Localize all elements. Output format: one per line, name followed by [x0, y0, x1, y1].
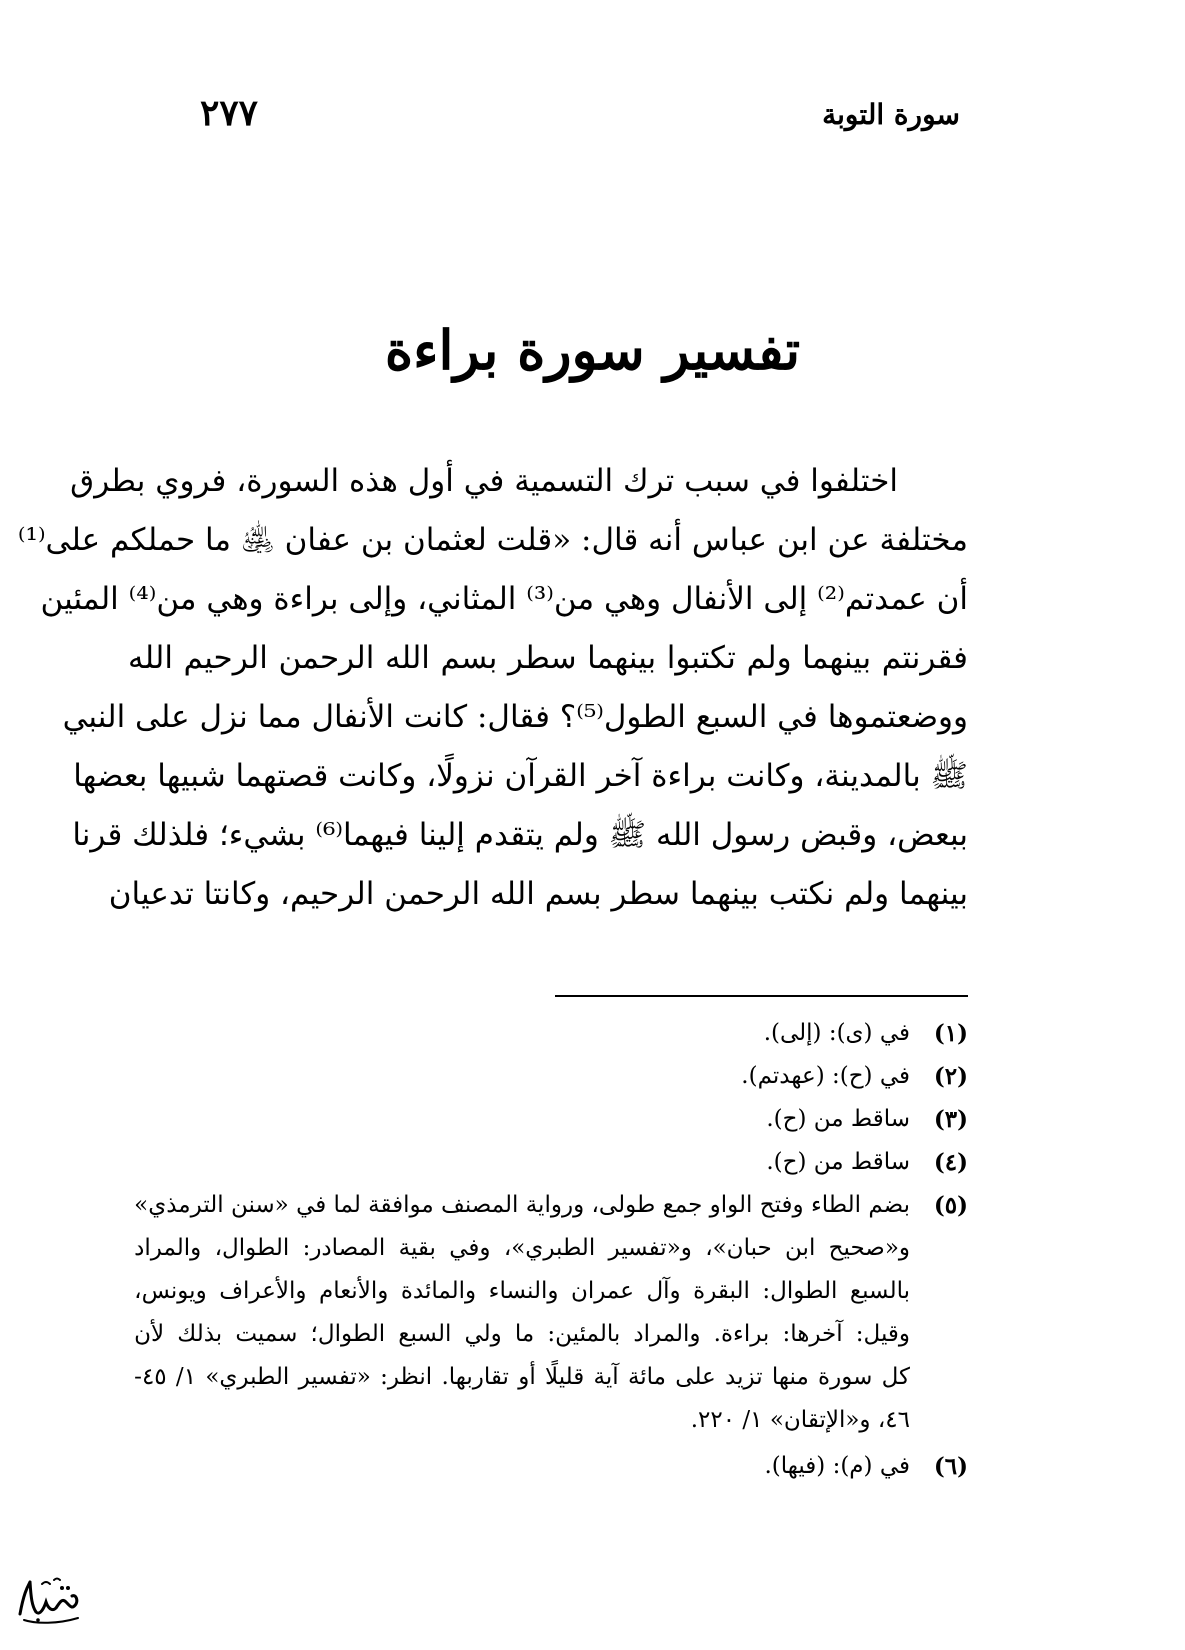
footnote-text: ساقط من (ح). [766, 1106, 910, 1132]
publisher-logo [14, 1572, 84, 1632]
body-line: بينهما ولم نكتب بينهما سطر بسم الله الرحمن الرحيم، وكانتا تدعيان [108, 876, 968, 912]
footnotes [134, 1012, 968, 1488]
page-header [200, 92, 960, 142]
page-number: ٢٧٧ [200, 92, 259, 134]
footnote [160, 1445, 968, 1488]
footnote-text: في (ح): (عهدتم). [741, 1063, 910, 1089]
footnote-text: ساقط من (ح). [766, 1149, 910, 1175]
footnote-number: (٥) [933, 1192, 968, 1219]
body-line: اختلفوا في سبب ترك التسمية في أول هذه السورة، فروي بطرق [70, 463, 898, 499]
footnote [134, 1184, 968, 1442]
footnote-text: بضم الطاء وفتح الواو جمع طولى، ورواية المصنف موافقة لما في «سنن الترمذي» [134, 1192, 910, 1218]
footnote [160, 1055, 968, 1098]
footnote-text: في (ى): (إلى). [763, 1020, 910, 1046]
footnote-text: و«صحيح ابن حبان»، و«تفسير الطبري»، وفي بقية المصادر: الطوال، والمراد [134, 1235, 910, 1261]
chapter-title: تفسير سورة براءة [384, 318, 801, 382]
body-line: مختلفة عن ابن عباس أنه قال: «قلت لعثمان بن عفان ﵁ ما حملكم على⁽¹⁾ [17, 522, 968, 558]
footnote-text: ٤٦، و«الإتقان» ١/ ٢٢٠. [690, 1407, 910, 1433]
main-text [17, 452, 968, 924]
body-line: فقرنتم بينهما ولم تكتبوا بينهما سطر بسم الله الرحمن الرحيم الله [128, 640, 968, 676]
footnote-number: (١) [933, 1020, 968, 1047]
footnote-number: (٢) [933, 1063, 968, 1090]
footnote [160, 1141, 968, 1184]
footnote [160, 1098, 968, 1141]
body-line: أن عمدتم⁽²⁾ إلى الأنفال وهي من⁽³⁾ المثاني، وإلى براءة وهي من⁽⁴⁾ المئين [40, 581, 968, 617]
footnote [160, 1012, 968, 1055]
footnote-text: في (م): (فيها). [764, 1453, 910, 1479]
footnote-number: (٦) [933, 1453, 968, 1480]
footnote-number: (٤) [933, 1149, 968, 1176]
body-line: ﷺ بالمدينة، وكانت براءة آخر القرآن نزولًا، وكانت قصتهما شبيها بعضها [73, 758, 968, 794]
footnote-text: كل سورة منها تزيد على مائة آية قليلًا أو تقاربها. انظر: «تفسير الطبري» ١/ ٤٥- [134, 1364, 910, 1390]
footnote-text: بالسبع الطوال: البقرة وآل عمران والنساء والمائدة والأنعام والأعراف ويونس، [134, 1278, 910, 1304]
running-title: سورة التوبة [822, 98, 960, 131]
body-line: ووضعتموها في السبع الطول⁽⁵⁾؟ فقال: كانت الأنفال مما نزل على النبي [62, 699, 968, 735]
footnote-separator [555, 995, 968, 997]
calligraphy-logo-icon [14, 1572, 84, 1632]
body-line: ببعض، وقبض رسول الله ﷺ ولم يتقدم إلينا فيهما⁽⁶⁾ بشيء؛ فلذلك قرنا [72, 817, 968, 853]
footnote-text: وقيل: آخرها: براءة. والمراد بالمئين: ما ولي السبع الطوال؛ سميت بذلك لأن [134, 1321, 910, 1347]
footnote-number: (٣) [933, 1106, 968, 1133]
